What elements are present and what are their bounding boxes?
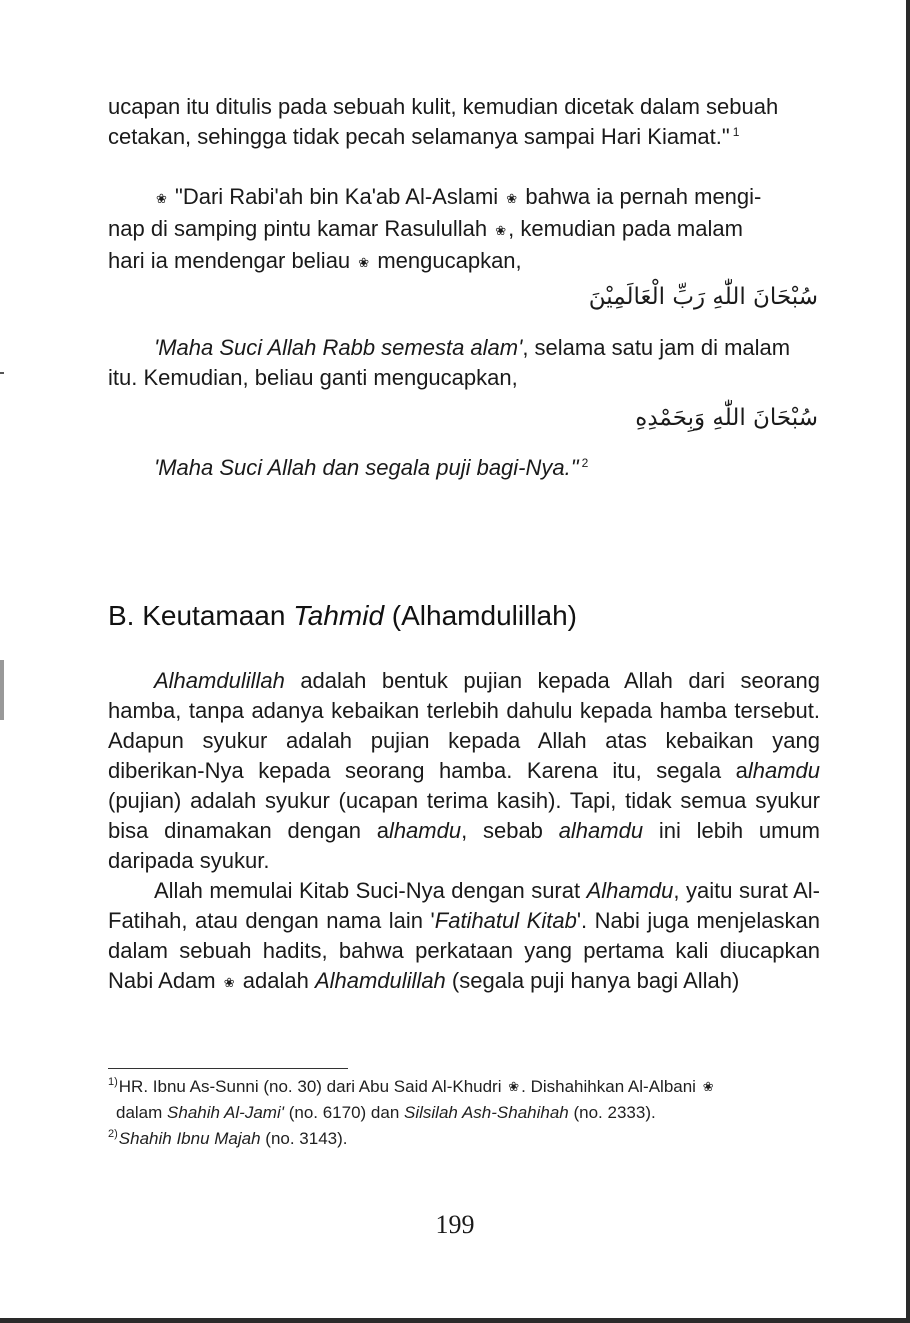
footnote-1-continued: dalam Shahih Al-Jami' (no. 6170) dan Silsilah Ash-Shahihah (no. 2333). bbox=[116, 1103, 656, 1122]
hadith-paragraph bbox=[108, 182, 820, 278]
footnote-2: $^{2)}$Shahih Ibnu Majah (no. 3143). bbox=[108, 1128, 348, 1148]
translation-text: 'Maha Suci Allah dan segala puji bagi-Nya." bbox=[154, 455, 579, 480]
section-heading: B. Keutamaan Tahmid (Alhamdulillah) bbox=[108, 600, 577, 631]
honorific-icon: ❀ bbox=[506, 191, 518, 206]
arabic-dhikr: سُبْحَانَ اللّٰهِ وَبِحَمْدِهِ bbox=[635, 405, 818, 431]
footnote-ref: 1 bbox=[732, 124, 740, 139]
scan-mark bbox=[0, 372, 4, 374]
flower-ornament-icon: ❀ bbox=[156, 191, 167, 206]
honorific-icon: ❀ bbox=[358, 255, 370, 270]
arabic-dhikr: سُبْحَانَ اللّٰهِ رَبِّ الْعَالَمِيْنَ bbox=[588, 284, 818, 310]
translation-paragraph bbox=[108, 453, 866, 483]
paragraph-line: ucapan itu ditulis pada sebuah kulit, kemudian dicetak dalam sebuah bbox=[108, 94, 779, 119]
page-number: 199 bbox=[435, 1210, 475, 1239]
paragraph-line: cetakan, sehingga tidak pecah selamanya sampai Hari Kiamat." $^1$ bbox=[108, 124, 740, 149]
footnote-1: $^{1)}$HR. Ibnu As-Sunni (no. 30) dari Abu Said Al-Khudri ❀ . Dishahihkan Al-Albani ❀ bbox=[108, 1076, 714, 1096]
footnote-marker: 1) bbox=[108, 1076, 118, 1089]
body-paragraph: Allah memulai Kitab Suci-Nya dengan surat Alhamdu, yaitu surat Al-Fatihah, atau dengan nama lain 'Fatihatul Kitab'. Nabi juga menjelaskan dalam sebuah hadits, bahwa perkataan yang pertama kali diucapkan Nabi Adam ❀ adalah Alhamdulillah (segala puji hanya bagi Allah) bbox=[108, 878, 821, 993]
paragraph-line: nap di samping pintu kamar Rasulullah ❀, kemudian pada malam bbox=[108, 216, 743, 241]
honorific-icon: ❀ bbox=[702, 1079, 714, 1094]
body-paragraph: Alhamdulillah adalah bentuk pujian kepada Allah dari seorang hamba, tanpa adanya kebaikan terlebih dahulu kepada hamba tersebut. Adapun syukur adalah pujian kepada Allah atas kebaikan yang diberikan-Nya kepada seorang hamba. Karena itu, segala alhamdu (pujian) adalah syukur (ucapan terima kasih). Tapi, tidak semua syukur bisa dinamakan dengan alhamdu, sebab alhamdu ini lebih umum daripada syukur. bbox=[108, 668, 820, 873]
paragraph-continuation bbox=[108, 92, 820, 152]
translation-paragraph bbox=[108, 333, 820, 393]
paragraph-line: 'Maha Suci Allah Rabb semesta alam', selama satu jam di malam bbox=[154, 335, 791, 360]
footnotes bbox=[108, 1074, 828, 1152]
footnote-divider bbox=[108, 1068, 348, 1069]
scan-mark bbox=[0, 660, 4, 720]
page-edge-bottom bbox=[0, 1318, 910, 1323]
page-edge-right bbox=[906, 0, 910, 1318]
paragraph-line: ❀ "Dari Rabi'ah bin Ka'ab Al-Aslami ❀ bahwa ia pernah mengi- bbox=[156, 184, 762, 209]
paragraph-line: itu. Kemudian, beliau ganti mengucapkan, bbox=[108, 365, 518, 390]
translation-text: 'Maha Suci Allah Rabb semesta alam' bbox=[154, 335, 523, 360]
honorific-icon: ❀ bbox=[508, 1079, 520, 1094]
footnote-ref: 2 bbox=[581, 455, 589, 470]
honorific-icon: ❀ bbox=[223, 975, 235, 990]
footnote-marker: 2) bbox=[108, 1128, 118, 1141]
honorific-icon: ❀ bbox=[495, 223, 507, 238]
paragraph-line: hari ia mendengar beliau ❀ mengucapkan, bbox=[108, 248, 522, 273]
